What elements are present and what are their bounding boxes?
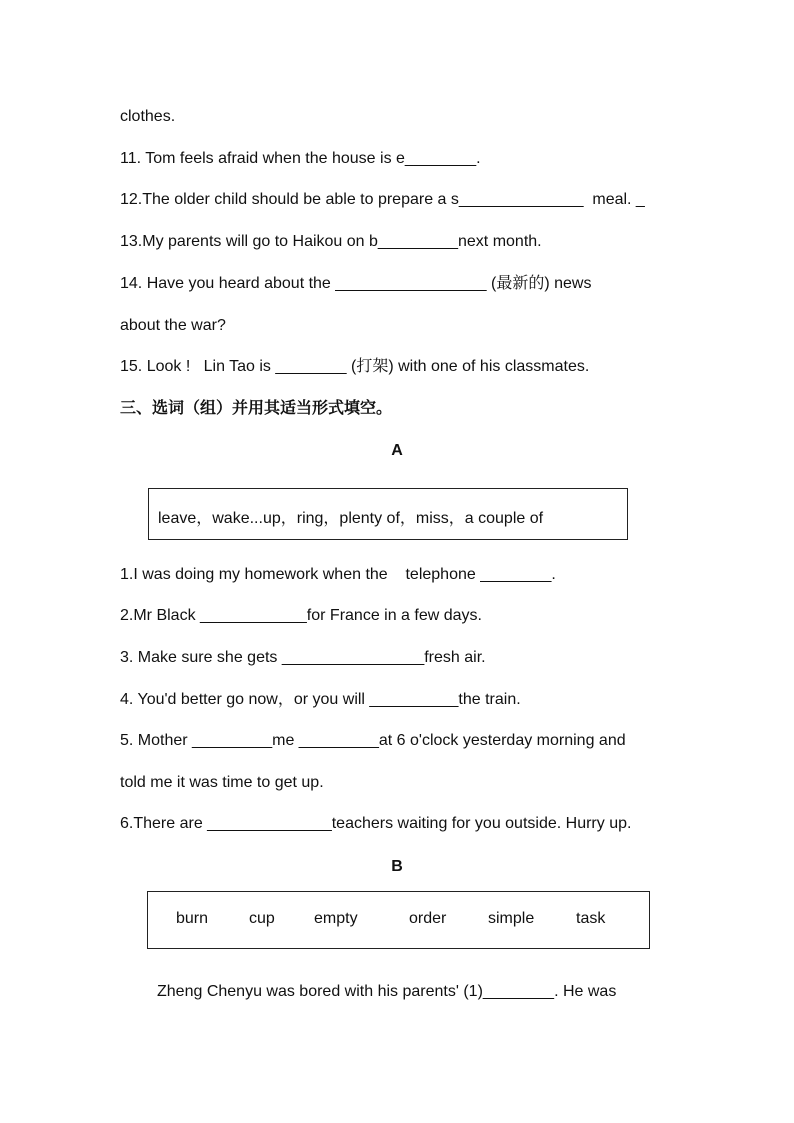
part-a-question-1: 1.I was doing my homework when the telephone ________. [120, 566, 556, 583]
word-box-b-item: simple [488, 910, 535, 927]
word-box-a [148, 488, 628, 540]
question-12: 12.The older child should be able to prepare a s______________ meal. _ [120, 191, 645, 208]
part-a-question-5-line1: 5. Mother _________me _________at 6 o'clock yesterday morning and [120, 732, 626, 749]
word-box-b-item: order [409, 910, 447, 927]
part-a-question-6: 6.There are ______________teachers waiting for you outside. Hurry up. [120, 815, 632, 832]
part-b-label: B [391, 858, 403, 875]
word-box-b-item: empty [314, 910, 358, 927]
word-box-b-item: cup [249, 910, 275, 927]
question-11: 11. Tom feels afraid when the house is e________. [120, 150, 481, 167]
word-box-a-text: leave，wake...up，ring，plenty of，miss，a couple of [158, 510, 544, 527]
word-box-b-item: burn [176, 910, 209, 927]
word-box-b [147, 891, 650, 949]
part-a-question-3: 3. Make sure she gets ________________fresh air. [120, 649, 486, 666]
word-box-b-item: task [576, 910, 606, 927]
question-14-line1: 14. Have you heard about the _________________ (最新的) news [120, 275, 592, 292]
part-a-question-5-line2: told me it was time to get up. [120, 774, 324, 791]
question-continuation: clothes. [120, 108, 176, 125]
question-15: 15. Look ! Lin Tao is ________ (打架) with one of his classmates. [120, 358, 590, 375]
section-title: 三、选词（组）并用其适当形式填空。 [120, 400, 393, 417]
question-13: 13.My parents will go to Haikou on b_________next month. [120, 233, 542, 250]
part-a-question-2: 2.Mr Black ____________for France in a few days. [120, 607, 482, 624]
part-a-question-4: 4. You'd better go now，or you will __________the train. [120, 691, 521, 708]
passage-line-1: Zheng Chenyu was bored with his parents' (1)________. He was [157, 983, 617, 1000]
part-a-label: A [391, 442, 403, 459]
question-14-line2: about the war? [120, 317, 226, 334]
